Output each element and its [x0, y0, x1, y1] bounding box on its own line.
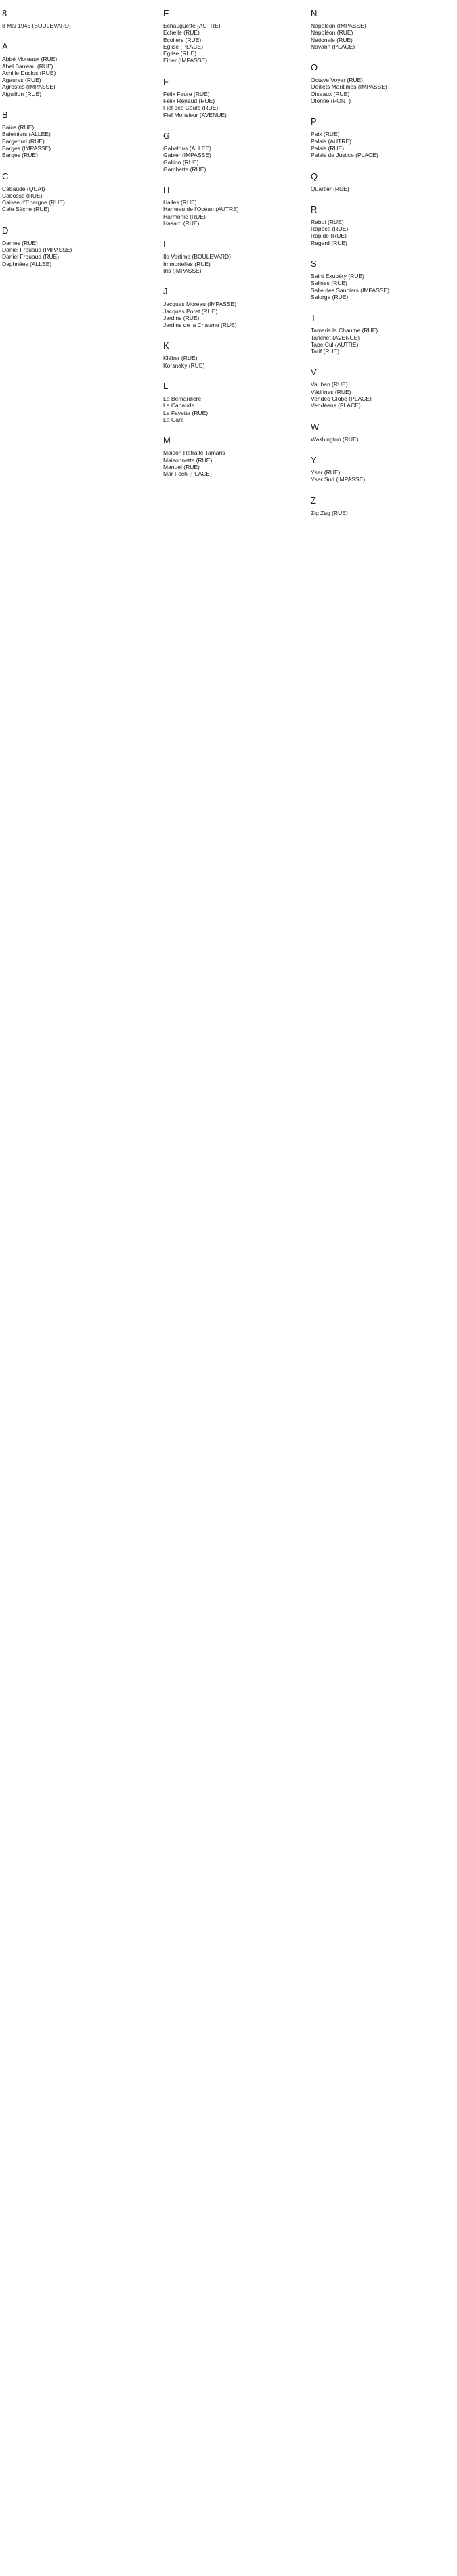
- letter-heading: F: [163, 76, 169, 87]
- street-entry: Vauban (RUE): [311, 381, 348, 388]
- letter-heading: W: [311, 421, 320, 432]
- letter-group-l: [163, 381, 308, 423]
- street-entry: Immortelles (RUE): [163, 260, 211, 267]
- street-entry: Bains (RUE): [2, 124, 35, 131]
- street-entry: Védrines (RUE): [311, 388, 351, 395]
- letter-heading: G: [163, 130, 171, 141]
- index-column-2: [153, 8, 308, 2576]
- street-entry: Echelle (RUE): [163, 29, 200, 37]
- letter-heading: Z: [311, 495, 316, 506]
- letter-heading: H: [163, 185, 170, 196]
- letter-group-d: [2, 225, 153, 267]
- street-entry: Abbé Moreaux (RUE): [2, 55, 58, 63]
- letter-heading: Q: [311, 171, 318, 181]
- street-entry: Abel Barreau (RUE): [2, 62, 53, 70]
- street-list: [2, 185, 153, 213]
- street-entry: Paix (RUE): [311, 131, 340, 138]
- street-entry: Nationale (RUE): [311, 36, 353, 43]
- street-entry: Gambetta (RUE): [163, 165, 206, 173]
- street-entry: Agaures (RUE): [2, 76, 41, 84]
- street-entry: Cabosse (RUE): [2, 192, 43, 199]
- street-entry: Ecoliers (RUE): [163, 36, 202, 43]
- street-entry: Iris (IMPASSE): [163, 267, 202, 274]
- street-entry: La Cabaude: [163, 402, 195, 409]
- letter-group-r: [311, 204, 457, 246]
- letter-heading: C: [2, 171, 9, 181]
- street-entry: Salorge (RUE): [311, 293, 349, 301]
- letter-group-8: [2, 8, 153, 29]
- street-entry: Daniel Frouaud (IMPASSE): [2, 246, 72, 254]
- street-entry: Baleiniers (ALLEE): [2, 131, 51, 138]
- letter-group-q: [311, 171, 457, 192]
- letter-heading: L: [163, 381, 169, 392]
- street-entry: La Fayette (RUE): [163, 409, 209, 416]
- street-entry: Félix Faure (RUE): [163, 90, 210, 97]
- street-entry: 8 Mai 1945 (BOULEVARD): [2, 22, 71, 29]
- street-entry: Oiseaux (RUE): [311, 90, 350, 97]
- street-entry: Maison Retraite Tamaris: [163, 449, 225, 457]
- street-entry: Gallion (RUE): [163, 158, 199, 166]
- street-entry: Gabelous (ALLEE): [163, 144, 211, 152]
- street-list: [311, 327, 457, 355]
- street-entry: Yser Sud (IMPASSE): [311, 476, 366, 483]
- letter-group-s: [311, 259, 457, 301]
- street-entry: Rapide (RUE): [311, 232, 347, 240]
- index-column-3: [308, 8, 457, 2576]
- street-entry: Yser (RUE): [311, 468, 341, 476]
- street-entry: Dames (RUE): [2, 239, 38, 246]
- street-list: [311, 22, 457, 50]
- street-list: [163, 395, 308, 423]
- street-entry: Palais de Justice (PLACE): [311, 152, 378, 159]
- street-entry: Salines (RUE): [311, 280, 347, 287]
- street-entry: Echauguette (AUTRE): [163, 22, 221, 29]
- letter-heading: P: [311, 116, 317, 127]
- letter-group-t: [311, 313, 457, 355]
- letter-group-z: [311, 495, 457, 516]
- letter-group-n: [311, 8, 457, 50]
- letter-heading: Y: [311, 454, 317, 465]
- street-entry: Navarin (PLACE): [311, 43, 355, 50]
- letter-heading: N: [311, 8, 318, 18]
- street-entry: Jardins de la Chaume (RUE): [163, 321, 237, 329]
- street-entry: La Bernardière: [163, 395, 202, 403]
- street-entry: Gabier (IMPASSE): [163, 152, 211, 159]
- street-entry: Achille Duclos (RUE): [2, 69, 56, 76]
- street-entry: Daphnées (ALLEE): [2, 260, 52, 267]
- letter-heading: M: [163, 435, 171, 446]
- street-entry: La Gare: [163, 416, 184, 423]
- street-entry: Cale Sèche (RUE): [2, 206, 49, 213]
- letter-heading: O: [311, 62, 318, 73]
- street-entry: Bargeouri (RUE): [2, 137, 45, 145]
- street-entry: Hasard (RUE): [163, 220, 200, 227]
- street-entry: Palais (RUE): [311, 144, 345, 152]
- letter-group-p: [311, 116, 457, 158]
- street-list: [311, 131, 457, 158]
- letter-group-w: [311, 422, 457, 443]
- letter-group-a: [2, 41, 153, 97]
- street-entry: Olonne (PONT): [311, 97, 351, 105]
- street-entry: Salle des Sauniers (IMPASSE): [311, 286, 390, 294]
- letter-group-k: [163, 340, 308, 369]
- street-list: [311, 469, 457, 483]
- street-entry: Saint Exupéry (RUE): [311, 273, 364, 280]
- street-entry: Barges (RUE): [2, 152, 38, 159]
- letter-group-j: [163, 286, 308, 328]
- street-entry: Eglise (PLACE): [163, 43, 204, 50]
- letter-heading: B: [2, 110, 8, 120]
- street-entry: Halles (RUE): [163, 199, 197, 206]
- street-list: [2, 124, 153, 158]
- street-list: [163, 449, 308, 477]
- street-entry: Napoléon (IMPASSE): [311, 22, 366, 29]
- letter-heading: E: [163, 8, 169, 18]
- letter-heading: R: [311, 204, 318, 215]
- letter-group-e: [163, 8, 308, 64]
- street-entry: Rapece (RUE): [311, 225, 349, 233]
- street-entry: Maisonnette (RUE): [163, 456, 213, 464]
- street-list: [311, 76, 457, 104]
- street-entry: Washington (RUE): [311, 435, 359, 443]
- letter-heading: J: [163, 286, 168, 297]
- street-entry: Quartier (RUE): [311, 185, 349, 192]
- street-entry: Fief Monsieur (AVENUE): [163, 111, 227, 118]
- street-list: [311, 185, 457, 192]
- letter-group-m: [163, 435, 308, 477]
- street-list: [163, 199, 308, 227]
- street-entry: Jacques Moreau (IMPASSE): [163, 301, 237, 308]
- letter-group-f: [163, 76, 308, 118]
- street-entry: Regard (RUE): [311, 239, 347, 246]
- street-entry: Napoléon (RUE): [311, 29, 353, 37]
- letter-group-i: [163, 239, 308, 274]
- street-list: [163, 145, 308, 173]
- street-entry: Tarif (RUE): [311, 348, 340, 355]
- letter-group-b: [2, 110, 153, 158]
- street-entry: Barges (IMPASSE): [2, 144, 51, 152]
- street-entry: Daniel Frouaud (RUE): [2, 253, 60, 261]
- street-entry: Rabot (RUE): [311, 218, 344, 225]
- street-entry: Jardins (RUE): [163, 314, 200, 321]
- street-entry: Ile Vertime (BOULEVARD): [163, 253, 231, 261]
- street-list: [163, 253, 308, 274]
- street-entry: Jacques Poret (RUE): [163, 307, 218, 315]
- street-list: [2, 240, 153, 267]
- street-entry: Korsnaky (RUE): [163, 361, 205, 369]
- street-list: [163, 355, 308, 369]
- letter-heading: 8: [2, 8, 7, 18]
- street-entry: Hameau de l'Océan (AUTRE): [163, 206, 239, 213]
- street-entry: Agrestes (IMPASSE): [2, 83, 56, 91]
- street-list: [311, 219, 457, 246]
- street-entry: Mar Foch (PLACE): [163, 470, 212, 478]
- street-entry: Félix Renaud (RUE): [163, 97, 215, 105]
- letter-group-o: [311, 62, 457, 104]
- street-entry: Eider (IMPASSE): [163, 57, 208, 64]
- street-list: [2, 22, 153, 29]
- letter-group-h: [163, 185, 308, 227]
- street-list: [163, 301, 308, 328]
- index-column-1: [0, 8, 153, 2576]
- letter-heading: K: [163, 340, 169, 351]
- letter-group-g: [163, 131, 308, 173]
- street-list: [2, 55, 153, 97]
- letter-group-v: [311, 367, 457, 409]
- street-list: [311, 381, 457, 409]
- street-entry: Manuel (RUE): [163, 463, 200, 470]
- street-list: [311, 510, 457, 516]
- street-entry: Caisse d'Epargne (RUE): [2, 199, 65, 206]
- street-entry: Tape Cul (AUTRE): [311, 340, 359, 348]
- street-entry: Eglise (RUE): [163, 50, 197, 58]
- street-list: [163, 91, 308, 118]
- letter-heading: T: [311, 313, 316, 324]
- street-entry: Harmonie (RUE): [163, 213, 206, 220]
- letter-heading: D: [2, 225, 9, 236]
- street-entry: Fief des Cours (RUE): [163, 104, 219, 112]
- street-list: [311, 273, 457, 301]
- street-entry: Kléber (RUE): [163, 355, 198, 362]
- street-entry: Oeillets Maritimes (IMPASSE): [311, 83, 387, 91]
- street-entry: Aiguillon (RUE): [2, 90, 42, 97]
- letter-group-c: [2, 171, 153, 213]
- street-entry: Cabaude (QUAI): [2, 185, 45, 192]
- letter-heading: V: [311, 367, 317, 378]
- street-entry: Palais (AUTRE): [311, 137, 351, 145]
- street-entry: Tamaris la Chaume (RUE): [311, 327, 378, 334]
- street-list: [163, 22, 308, 64]
- street-entry: Vendéens (PLACE): [311, 402, 361, 409]
- street-entry: Vendée Globe (PLACE): [311, 395, 372, 403]
- letter-heading: A: [2, 41, 8, 52]
- letter-heading: S: [311, 259, 317, 269]
- letter-group-y: [311, 455, 457, 483]
- street-entry: Zig Zag (RUE): [311, 509, 348, 516]
- street-entry: Tanchet (AVENUE): [311, 334, 360, 341]
- letter-heading: I: [163, 239, 166, 250]
- street-list: [311, 436, 457, 443]
- street-entry: Octave Voyer (RUE): [311, 76, 363, 84]
